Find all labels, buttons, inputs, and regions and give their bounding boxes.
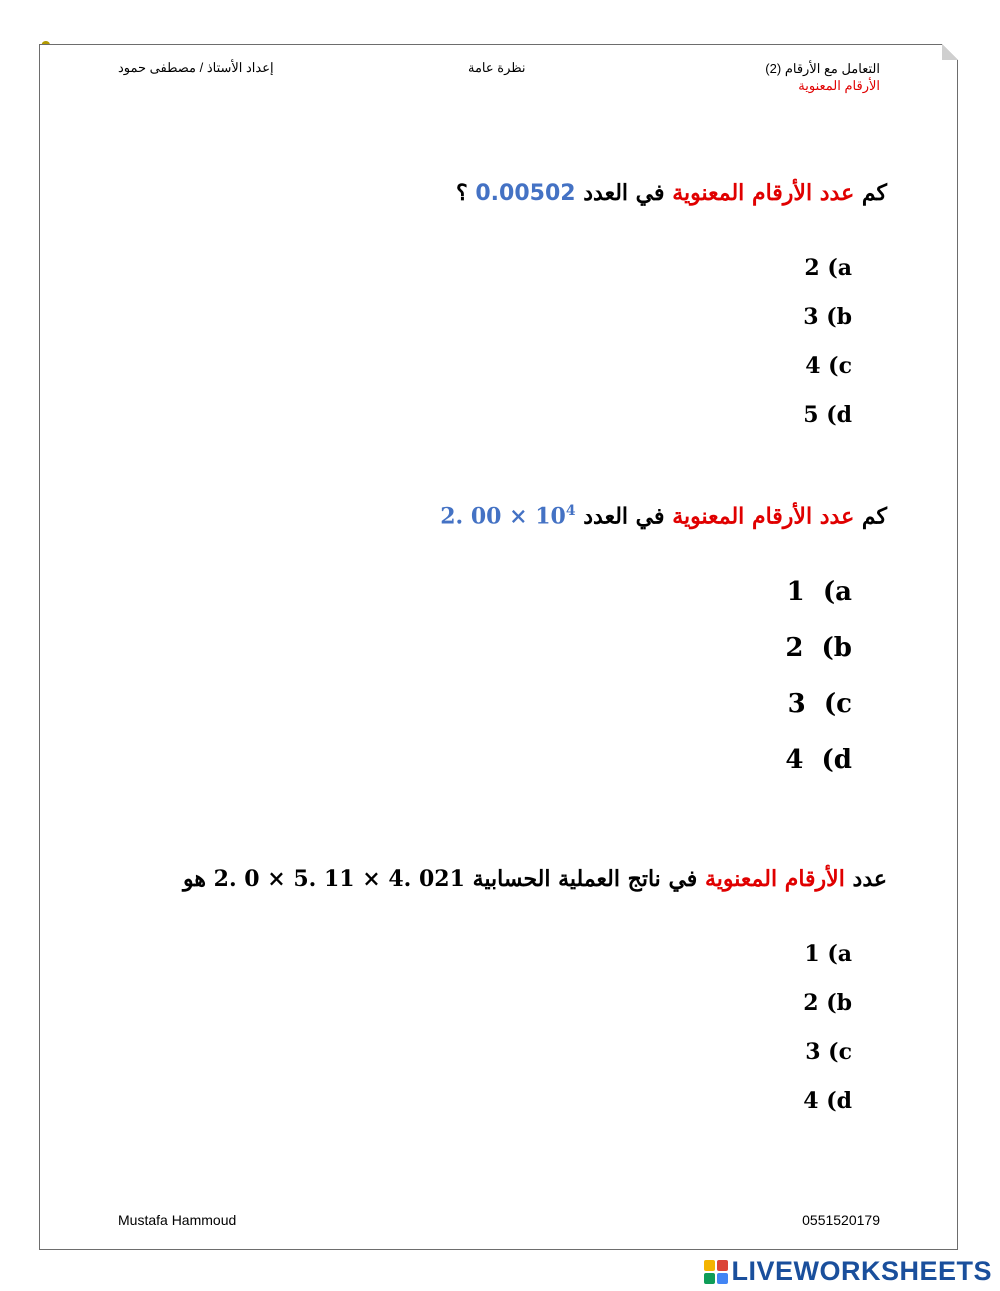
q2-pre: كم xyxy=(861,503,887,530)
header-title: التعامل مع الأرقام (2) xyxy=(765,61,880,76)
q2-red: عدد الأرقام المعنوية xyxy=(672,503,855,530)
option-d[interactable]: 4 (d xyxy=(785,745,852,775)
option-a[interactable]: 1 (a xyxy=(804,941,852,967)
question-2-options xyxy=(785,564,852,788)
liveworksheets-logo-icon xyxy=(704,1260,728,1284)
option-c[interactable]: 3 (c xyxy=(787,689,852,719)
option-c[interactable]: 4 (c xyxy=(805,353,852,379)
logo-square xyxy=(704,1273,715,1284)
page-fold-corner xyxy=(942,44,958,60)
q1-red: عدد الأرقام المعنوية xyxy=(672,180,855,206)
q2-number xyxy=(440,503,575,529)
option-b[interactable]: 2 (b xyxy=(785,633,852,663)
q3-mid: في ناتج العملية الحسابية xyxy=(472,866,698,892)
q3-post: هو xyxy=(183,866,206,892)
header-center: نظرة عامة xyxy=(468,60,526,75)
q1-number: 0.00502 xyxy=(475,181,576,206)
q1-mid: في العدد xyxy=(583,180,665,206)
header-author: إعداد الأستاذ / مصطفى حمود xyxy=(118,60,274,75)
q2-mid: في العدد xyxy=(583,503,665,530)
question-3-options xyxy=(803,930,852,1126)
option-a[interactable]: 2 (a xyxy=(804,255,852,281)
question-1-options xyxy=(803,244,852,440)
logo-square xyxy=(704,1260,715,1271)
footer-phone: 0551520179 xyxy=(802,1212,880,1228)
q3-red: الأرقام المعنوية xyxy=(704,866,845,892)
option-d[interactable]: 5 (d xyxy=(803,402,852,428)
option-b[interactable]: 2 (b xyxy=(803,990,852,1016)
question-3 xyxy=(183,866,887,892)
option-b[interactable]: 3 (b xyxy=(803,304,852,330)
question-2 xyxy=(440,503,887,529)
header-subtitle: الأرقام المعنوية xyxy=(798,78,880,93)
q2-number-exponent: 4 xyxy=(565,503,576,519)
q1-pre: كم xyxy=(861,180,887,206)
brand-name: LIVEWORKSHEETS xyxy=(731,1256,992,1286)
liveworksheets-brand[interactable] xyxy=(704,1256,992,1287)
logo-square xyxy=(717,1260,728,1271)
q2-number-base: 2. 00 × 10 xyxy=(440,503,566,530)
header-right xyxy=(765,60,880,94)
option-a[interactable]: 1 (a xyxy=(786,577,852,607)
footer-name: Mustafa Hammoud xyxy=(118,1212,237,1228)
question-1 xyxy=(456,180,887,206)
q3-pre: عدد xyxy=(852,866,887,892)
option-d[interactable]: 4 (d xyxy=(803,1088,852,1114)
q3-expression: 2. 0 × 5. 11 × 4. 021 xyxy=(213,866,465,892)
logo-square xyxy=(717,1273,728,1284)
option-c[interactable]: 3 (c xyxy=(805,1039,852,1065)
q1-post: ؟ xyxy=(456,180,468,206)
